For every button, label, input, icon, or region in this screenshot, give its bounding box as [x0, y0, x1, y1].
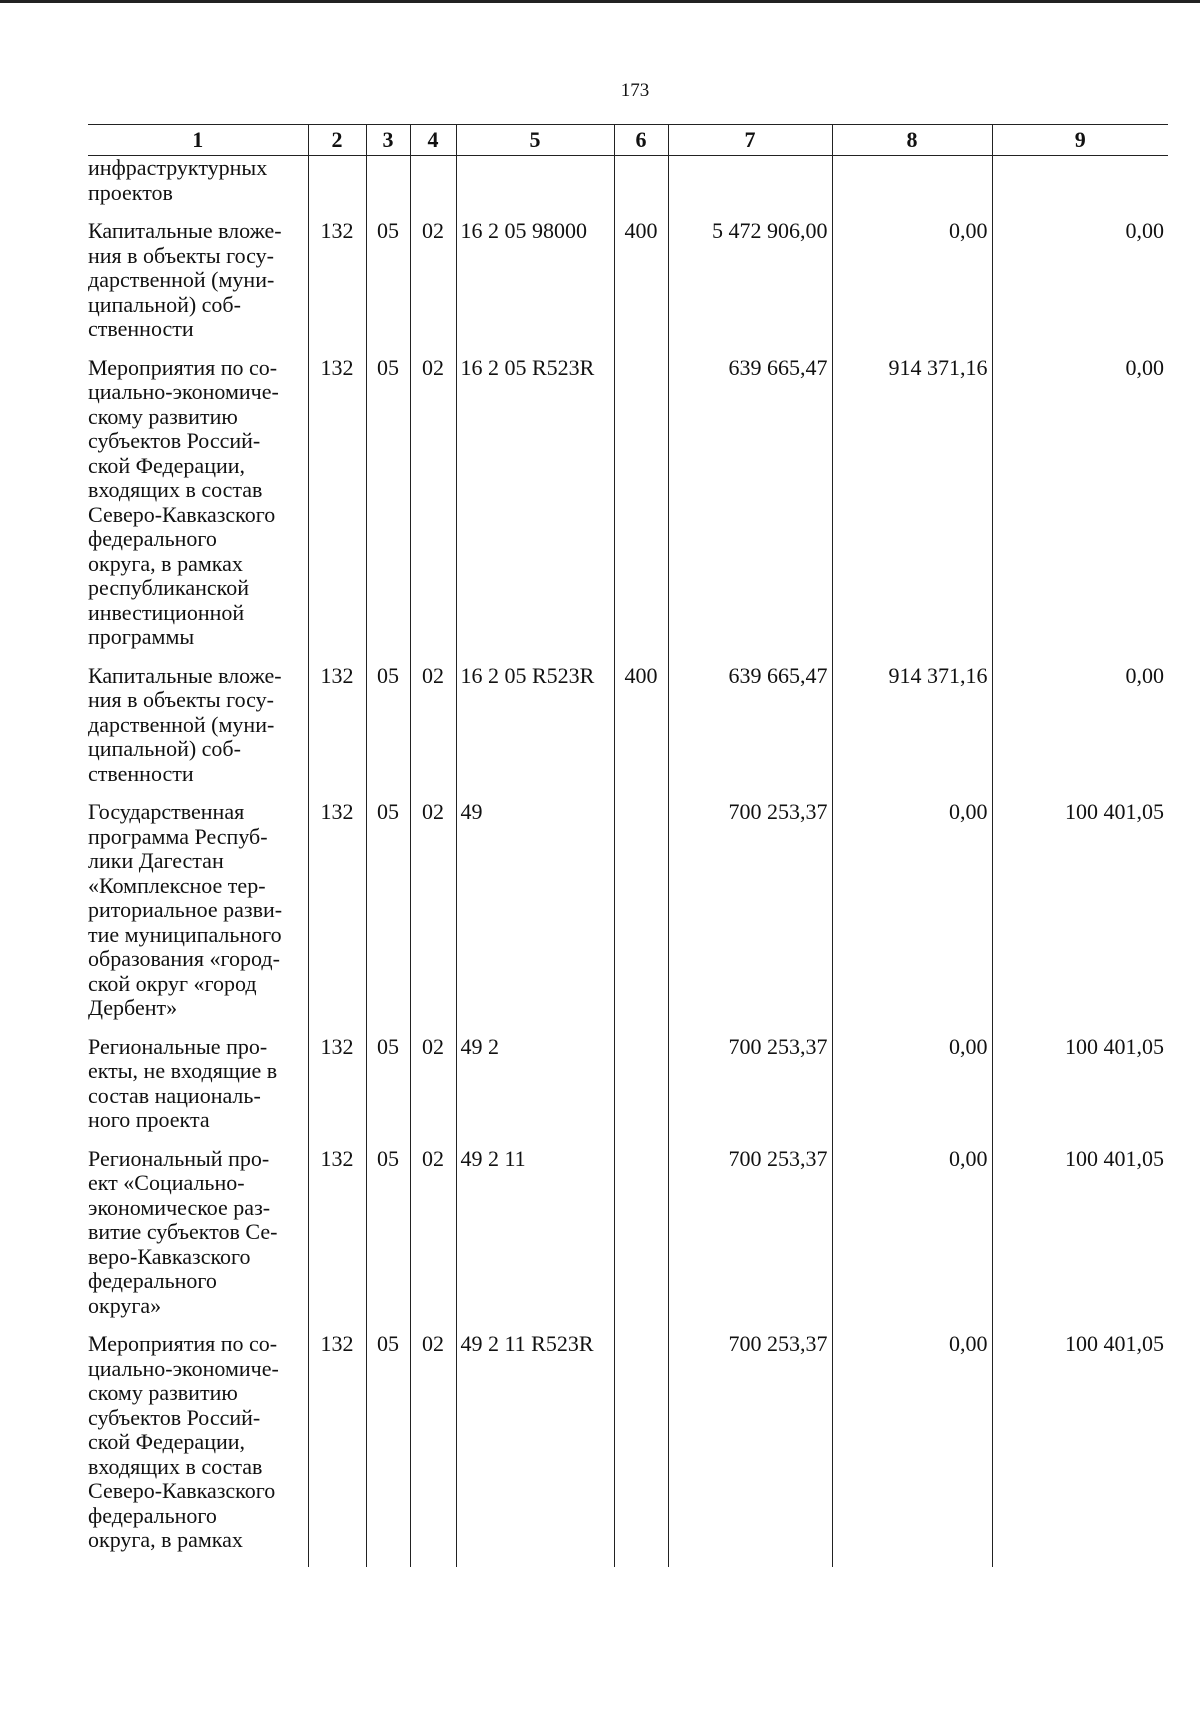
- spacer-cell: [614, 786, 668, 800]
- subsection-code: 02: [410, 1035, 456, 1133]
- row-description: инфраструктурных проектов: [88, 155, 268, 205]
- header-col-8: 8: [832, 125, 992, 156]
- target-article-code: 49 2 11 R523R: [456, 1332, 614, 1567]
- budget-table: [88, 124, 1168, 1567]
- ministry-code: 132: [308, 664, 366, 787]
- spacer-cell: [410, 1318, 456, 1332]
- expense-type-code: [614, 1147, 668, 1319]
- amount-col-8: 914 371,16: [832, 664, 992, 787]
- spacer-cell: [366, 342, 410, 356]
- amount-col-8: 0,00: [832, 1332, 992, 1567]
- spacer-cell: [992, 1133, 1168, 1147]
- row-spacer: [88, 650, 1168, 664]
- amount-col-9: 0,00: [992, 664, 1168, 787]
- row-spacer: [88, 786, 1168, 800]
- spacer-cell: [668, 1021, 832, 1035]
- section-code: 05: [366, 1147, 410, 1319]
- amount-col-8: 0,00: [832, 1147, 992, 1319]
- amount-col-8: 0,00: [832, 1035, 992, 1133]
- spacer-cell: [668, 1318, 832, 1332]
- spacer-cell: [992, 342, 1168, 356]
- ministry-code: 132: [308, 219, 366, 342]
- spacer-cell: [88, 650, 308, 664]
- section-code: 05: [366, 219, 410, 342]
- spacer-cell: [614, 650, 668, 664]
- spacer-cell: [992, 786, 1168, 800]
- ministry-code: [308, 156, 366, 206]
- row-spacer: [88, 205, 1168, 219]
- spacer-cell: [832, 1133, 992, 1147]
- page-number: 173: [620, 80, 650, 101]
- spacer-cell: [88, 1318, 308, 1332]
- row-spacer: [88, 1318, 1168, 1332]
- row-description: Мероприятия по со- циально-экономиче- скому развитию субъектов Россий- ской Федерации, входящих в состав Северо-Кавказского федерального округа, в рамках республиканской инвестиционной программы: [88, 354, 279, 649]
- table-header: [88, 125, 1168, 156]
- table-row: [88, 1332, 1168, 1567]
- expense-type-code: [614, 1332, 668, 1567]
- spacer-cell: [614, 1318, 668, 1332]
- header-col-5: 5: [456, 125, 614, 156]
- ministry-code: 132: [308, 1332, 366, 1567]
- expense-type-code: [614, 156, 668, 206]
- amount-col-9: [992, 156, 1168, 206]
- subsection-code: 02: [410, 800, 456, 1021]
- header-col-1: 1: [88, 125, 308, 156]
- top-border-rule: [0, 0, 1200, 3]
- amount-col-7: 700 253,37: [668, 1332, 832, 1567]
- subsection-code: [410, 156, 456, 206]
- spacer-cell: [88, 786, 308, 800]
- row-description: Капитальные вложе- ния в объекты госу- дарственной (муни- ципальной) соб- ственности: [88, 662, 282, 786]
- ministry-code: 132: [308, 1147, 366, 1319]
- row-spacer: [88, 1021, 1168, 1035]
- spacer-cell: [832, 650, 992, 664]
- expense-type-code: [614, 800, 668, 1021]
- target-article-code: 49 2 11: [456, 1147, 614, 1319]
- spacer-cell: [366, 1021, 410, 1035]
- row-description: Государственная программа Респуб- лики Дагестан «Комплексное тер- риториальное разви- тие муниципального образования «город- ской округ «город Дербент»: [88, 799, 283, 1020]
- section-code: 05: [366, 664, 410, 787]
- amount-col-8: 914 371,16: [832, 356, 992, 650]
- spacer-cell: [668, 205, 832, 219]
- spacer-cell: [456, 786, 614, 800]
- section-code: [366, 156, 410, 206]
- spacer-cell: [308, 650, 366, 664]
- row-description: Региональный про- ект «Социально- экономическое раз- витие субъектов Се- веро-Кавказского федерального округа»: [88, 1145, 278, 1318]
- amount-col-9: 100 401,05: [992, 1035, 1168, 1133]
- header-col-3: 3: [366, 125, 410, 156]
- row-description: Мероприятия по со- циально-экономиче- скому развитию субъектов Россий- ской Федерации, входящих в состав Северо-Кавказского федерального округа, в рамках: [88, 1331, 279, 1552]
- spacer-cell: [88, 1133, 308, 1147]
- amount-col-7: 700 253,37: [668, 800, 832, 1021]
- spacer-cell: [366, 650, 410, 664]
- spacer-cell: [88, 205, 308, 219]
- subsection-code: 02: [410, 356, 456, 650]
- spacer-cell: [668, 1133, 832, 1147]
- header-row: [88, 125, 1168, 156]
- expense-type-code: 400: [614, 664, 668, 787]
- spacer-cell: [832, 1021, 992, 1035]
- amount-col-8: [832, 156, 992, 206]
- spacer-cell: [614, 342, 668, 356]
- spacer-cell: [88, 342, 308, 356]
- amount-col-9: 100 401,05: [992, 1147, 1168, 1319]
- spacer-cell: [366, 1133, 410, 1147]
- amount-col-9: 0,00: [992, 219, 1168, 342]
- spacer-cell: [456, 205, 614, 219]
- target-article-code: 16 2 05 98000: [456, 219, 614, 342]
- amount-col-9: 0,00: [992, 356, 1168, 650]
- spacer-cell: [614, 205, 668, 219]
- spacer-cell: [410, 786, 456, 800]
- header-col-6: 6: [614, 125, 668, 156]
- row-description: Региональные про- екты, не входящие в состав националь- ного проекта: [88, 1033, 278, 1132]
- spacer-cell: [308, 342, 366, 356]
- section-code: 05: [366, 356, 410, 650]
- spacer-cell: [832, 786, 992, 800]
- table-row: [88, 156, 1168, 206]
- spacer-cell: [88, 1021, 308, 1035]
- amount-col-7: 700 253,37: [668, 1147, 832, 1319]
- header-col-9: 9: [992, 125, 1168, 156]
- spacer-cell: [366, 205, 410, 219]
- spacer-cell: [456, 342, 614, 356]
- header-col-2: 2: [308, 125, 366, 156]
- subsection-code: 02: [410, 1147, 456, 1319]
- target-article-code: 49 2: [456, 1035, 614, 1133]
- ministry-code: 132: [308, 800, 366, 1021]
- spacer-cell: [410, 342, 456, 356]
- spacer-cell: [992, 1021, 1168, 1035]
- table-row: [88, 356, 1168, 650]
- spacer-cell: [456, 1318, 614, 1332]
- spacer-cell: [366, 786, 410, 800]
- row-description: Капитальные вложе- ния в объекты госу- дарственной (муни- ципальной) соб- ственности: [88, 218, 282, 341]
- amount-col-7: 639 665,47: [668, 664, 832, 787]
- table-row: [88, 1035, 1168, 1133]
- spacer-cell: [410, 205, 456, 219]
- section-code: 05: [366, 800, 410, 1021]
- amount-col-9: 100 401,05: [992, 1332, 1168, 1567]
- spacer-cell: [992, 205, 1168, 219]
- amount-col-8: 0,00: [832, 800, 992, 1021]
- expense-type-code: [614, 356, 668, 650]
- amount-col-7: 5 472 906,00: [668, 219, 832, 342]
- table-row: [88, 800, 1168, 1021]
- spacer-cell: [992, 650, 1168, 664]
- amount-col-7: [668, 156, 832, 206]
- target-article-code: 49: [456, 800, 614, 1021]
- expense-type-code: 400: [614, 219, 668, 342]
- ministry-code: 132: [308, 356, 366, 650]
- spacer-cell: [410, 1133, 456, 1147]
- row-spacer: [88, 342, 1168, 356]
- table-row: [88, 1147, 1168, 1319]
- spacer-cell: [410, 650, 456, 664]
- spacer-cell: [668, 342, 832, 356]
- spacer-cell: [832, 1318, 992, 1332]
- subsection-code: 02: [410, 664, 456, 787]
- section-code: 05: [366, 1332, 410, 1567]
- amount-col-8: 0,00: [832, 219, 992, 342]
- spacer-cell: [410, 1021, 456, 1035]
- amount-col-9: 100 401,05: [992, 800, 1168, 1021]
- amount-col-7: 639 665,47: [668, 356, 832, 650]
- spacer-cell: [308, 1133, 366, 1147]
- spacer-cell: [308, 205, 366, 219]
- section-code: 05: [366, 1035, 410, 1133]
- table-body: [88, 156, 1168, 1567]
- table-row: [88, 219, 1168, 342]
- spacer-cell: [308, 786, 366, 800]
- subsection-code: 02: [410, 219, 456, 342]
- spacer-cell: [308, 1318, 366, 1332]
- subsection-code: 02: [410, 1332, 456, 1567]
- spacer-cell: [832, 342, 992, 356]
- header-col-4: 4: [410, 125, 456, 156]
- amount-col-7: 700 253,37: [668, 1035, 832, 1133]
- target-article-code: 16 2 05 R523R: [456, 664, 614, 787]
- target-article-code: 16 2 05 R523R: [456, 356, 614, 650]
- spacer-cell: [456, 650, 614, 664]
- spacer-cell: [308, 1021, 366, 1035]
- spacer-cell: [832, 205, 992, 219]
- spacer-cell: [614, 1133, 668, 1147]
- spacer-cell: [668, 650, 832, 664]
- target-article-code: [456, 156, 614, 206]
- table-row: [88, 664, 1168, 787]
- ministry-code: 132: [308, 1035, 366, 1133]
- spacer-cell: [614, 1021, 668, 1035]
- expense-type-code: [614, 1035, 668, 1133]
- spacer-cell: [456, 1133, 614, 1147]
- spacer-cell: [992, 1318, 1168, 1332]
- spacer-cell: [366, 1318, 410, 1332]
- header-col-7: 7: [668, 125, 832, 156]
- row-spacer: [88, 1133, 1168, 1147]
- spacer-cell: [668, 786, 832, 800]
- spacer-cell: [456, 1021, 614, 1035]
